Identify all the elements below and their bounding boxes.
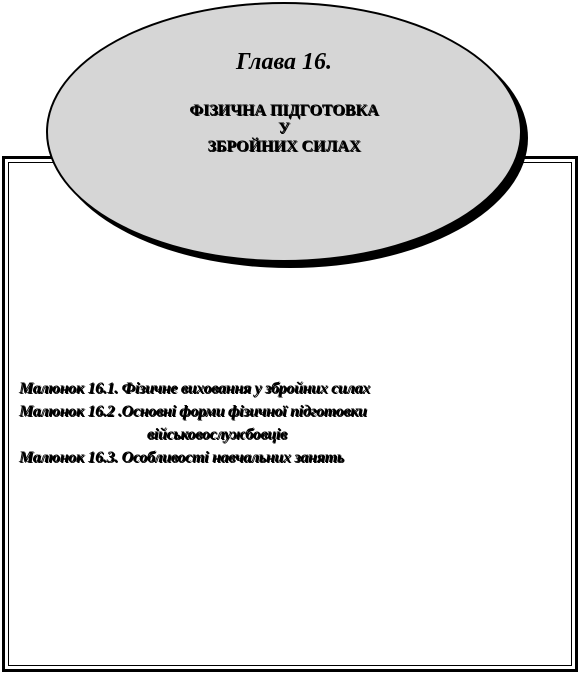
figure-list <box>19 377 370 469</box>
figure-item-16-3: Малюнок 16.3. Особливості навчальних занять <box>19 449 344 466</box>
heading-line-3: ЗБРОЙНИХ СИЛАХ <box>207 138 361 155</box>
chapter-title: Глава 16. <box>235 49 333 75</box>
heading-line-2: У <box>278 120 290 137</box>
chapter-heading <box>46 102 522 156</box>
figure-item-16-2: Малюнок 16.2 .Основні форми фізичної підготовки <box>19 403 367 420</box>
figure-item-16-2-continuation: військовослужбовців <box>147 426 287 443</box>
chapter-header <box>46 2 522 156</box>
figure-item-16-1: Малюнок 16.1. Фізичне виховання у збройних силах <box>19 380 370 397</box>
heading-line-1: ФІЗИЧНА ПІДГОТОВКА <box>189 102 379 119</box>
